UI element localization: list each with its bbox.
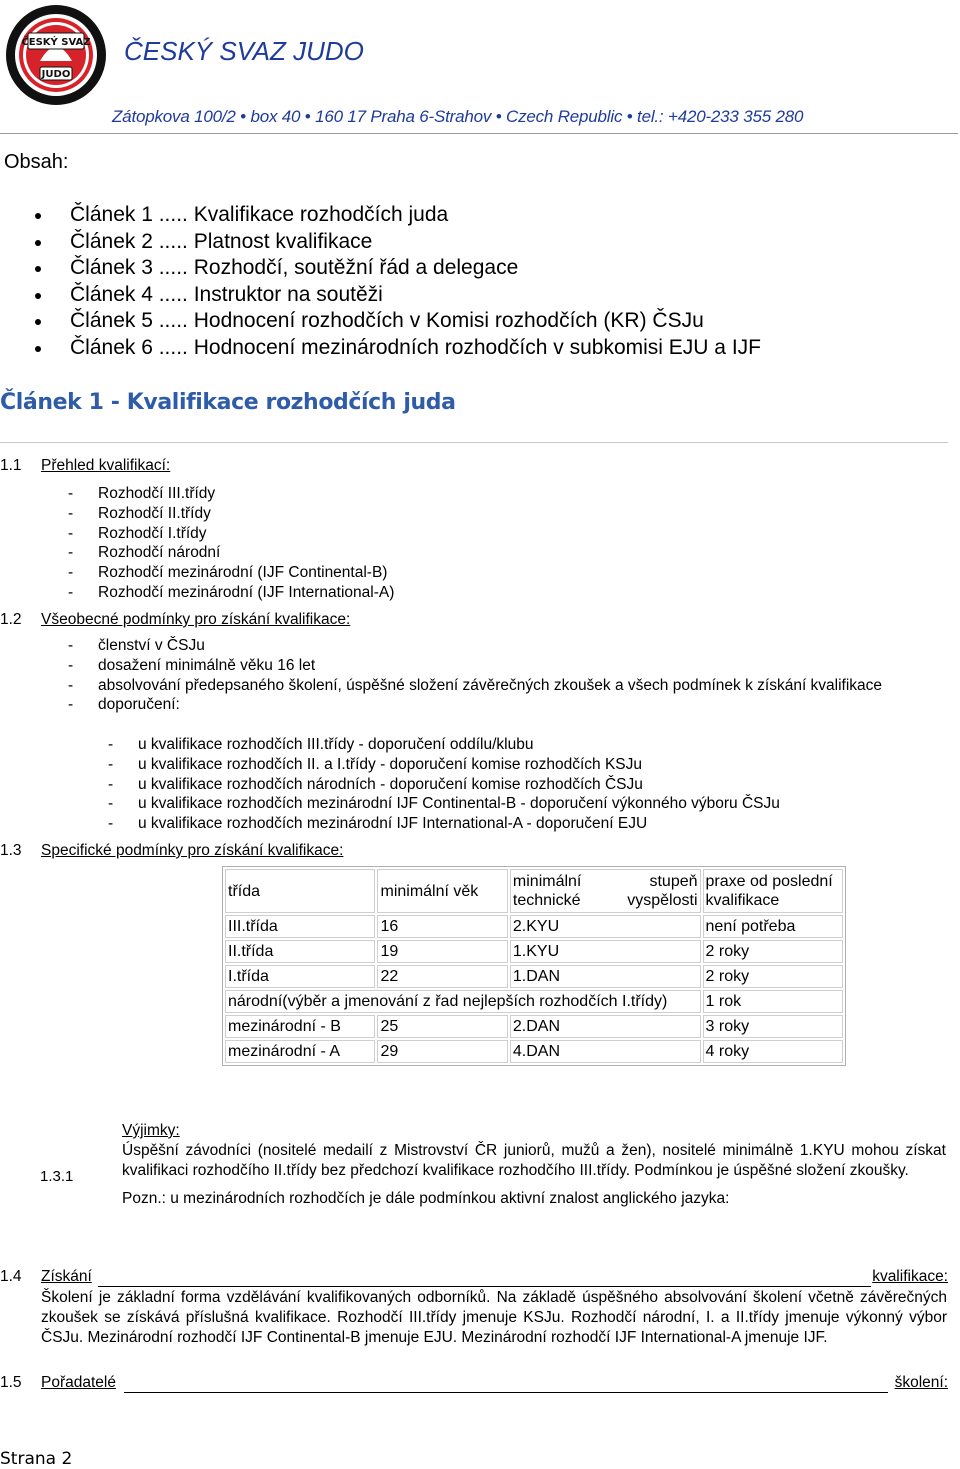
table-cell: 2.KYU — [510, 915, 701, 938]
list-item: - u kvalifikace rozhodčích II. a I.třídy - doporučení komise rozhodčích KSJu — [108, 755, 928, 775]
toc-item-label: Článek 5 ..... Hodnocení rozhodčích v Komisi rozhodčích (KR) ČSJu — [70, 309, 704, 333]
table-cell: 3 roky — [703, 1015, 843, 1038]
table-cell: 19 — [377, 940, 507, 963]
heading-underline — [124, 1374, 888, 1393]
list-item: - u kvalifikace rozhodčích národních - doporučení komise rozhodčích ČSJu — [108, 775, 928, 795]
table-cell: 4 roky — [703, 1040, 843, 1063]
org-address: Zátopkova 100/2 • box 40 • 160 17 Praha 6-Strahov • Czech Republic • tel.: +420-233 355 280 — [112, 107, 804, 126]
toc-item[interactable] — [30, 229, 761, 256]
list-item: - Rozhodčí mezinárodní (IJF International-A) — [68, 583, 668, 603]
table-header-cell: třída — [225, 869, 375, 913]
page-number: Strana 2 — [0, 1449, 73, 1469]
section-title: Přehled kvalifikací: — [41, 457, 171, 474]
table-of-contents — [30, 202, 761, 362]
table-cell: mezinárodní - A — [225, 1040, 375, 1063]
qualification-table — [222, 866, 846, 1066]
org-name: ČESKÝ SVAZ JUDO — [124, 36, 364, 66]
list-item: - Rozhodčí mezinárodní (IJF Continental-B) — [68, 563, 668, 583]
section-title: Pořadatelé — [41, 1374, 116, 1391]
section-number: 1.4 — [0, 1268, 22, 1285]
exceptions-block — [122, 1121, 946, 1209]
list-item: - členství v ČSJu — [68, 636, 946, 656]
list-item: - u kvalifikace rozhodčích mezinárodní IJF Continental-B - doporučení výkonného výboru ČSJu — [108, 794, 928, 814]
table-cell: 1 rok — [703, 990, 843, 1013]
section-number: 1.3 — [0, 842, 22, 859]
toc-item[interactable] — [30, 308, 761, 335]
table-row — [225, 1040, 843, 1063]
list-item: - dosažení minimálně věku 16 let — [68, 656, 946, 676]
section-1-1-heading — [0, 457, 170, 475]
section-title: Specifické podmínky pro získání kvalifikace: — [41, 842, 344, 859]
section-1-4-text: Školení je základní forma vzdělávání kvalifikovaných odborníků. Na základě úspěšného absolvování školení včetně závěrečných zkoušek se získává příslušná kvalifikace. Rozhodčí III.třídy jmenuje KSJu. Rozhodčí národní, I. a II.třídy jmenuje výkonný výbor ČSJu. Mezinárodní rozhodčí IJF Continental-B jmenuje EJU. Mezinárodní rozhodčí IJF International-A jmenuje IJF. — [41, 1289, 947, 1346]
bullet-icon — [35, 266, 41, 272]
list-item: - u kvalifikace rozhodčích III.třídy - doporučení oddílu/klubu — [108, 735, 928, 755]
bullet-icon — [35, 213, 41, 219]
qualifications-list — [68, 484, 668, 603]
table-cell: I.třída — [225, 965, 375, 988]
section-1-5-heading — [0, 1374, 948, 1392]
table-row — [225, 1015, 843, 1038]
list-item: - absolvování předepsaného školení, úspěšné složení závěrečných zkoušek a všech podmínek k získání kvalifikace — [68, 676, 946, 696]
logo-text-top: ČESKÝ SVAZ — [21, 37, 91, 48]
toc-item-label: Článek 4 ..... Instruktor na soutěži — [70, 282, 383, 306]
table-header-cell: minimální věk — [377, 869, 507, 913]
bullet-icon — [35, 319, 41, 325]
contents-label: Obsah: — [4, 151, 69, 173]
toc-item[interactable] — [30, 335, 761, 362]
header-divider — [0, 133, 958, 134]
bullet-icon — [35, 240, 41, 246]
table-cell: 25 — [377, 1015, 507, 1038]
section-1-3-heading — [0, 842, 343, 860]
general-conditions-list — [68, 636, 946, 715]
table-cell: 2 roky — [703, 940, 843, 963]
table-cell: 1.DAN — [510, 965, 701, 988]
section-1-3-1-number: 1.3.1 — [40, 1168, 74, 1185]
toc-item[interactable] — [30, 255, 761, 282]
exceptions-note: Pozn.: u mezinárodních rozhodčích je dále podmínkou aktivní znalost anglického jazyka: — [122, 1190, 730, 1207]
article-1-title: Článek 1 - Kvalifikace rozhodčích juda — [0, 390, 456, 415]
toc-item[interactable] — [30, 202, 761, 229]
section-title: Všeobecné podmínky pro získání kvalifikace: — [41, 611, 351, 628]
exceptions-title: Výjimky: — [122, 1122, 180, 1139]
table-cell: 22 — [377, 965, 507, 988]
table-cell: 16 — [377, 915, 507, 938]
section-number: 1.5 — [0, 1374, 22, 1391]
heading-underline — [98, 1268, 871, 1287]
toc-item[interactable] — [30, 282, 761, 309]
toc-item-label: Článek 3 ..... Rozhodčí, soutěžní řád a delegace — [70, 256, 519, 280]
table-header-text: minimální stupeň technické vyspělosti — [512, 873, 698, 909]
section-1-2-heading — [0, 611, 350, 629]
section-title-end: kvalifikace: — [872, 1268, 948, 1285]
table-header-cell — [510, 869, 701, 913]
exceptions-text: Úspěšní závodníci (nositelé medailí z Mistrovství ČR juniorů, mužů a žen), nositelé minimálně 1.KYU mohou získat kvalifikaci rozhodčího II.třídy bez předchozí kvalifikace rozhodčího III.třídy. Podmínkou je úspěšné složení zkoušky. — [122, 1142, 946, 1179]
list-item: - Rozhodčí II.třídy — [68, 504, 668, 524]
section-title-end: školení: — [894, 1374, 948, 1391]
list-item: - u kvalifikace rozhodčích mezinárodní IJF International-A - doporučení EJU — [108, 814, 928, 834]
csj-logo — [4, 3, 108, 107]
table-cell: mezinárodní - B — [225, 1015, 375, 1038]
table-cell: národní(výběr a jmenování z řad nejlepších rozhodčích I.třídy) — [225, 990, 701, 1013]
table-header-row — [225, 869, 843, 913]
list-item: - Rozhodčí I.třídy — [68, 524, 668, 544]
toc-item-label: Článek 2 ..... Platnost kvalifikace — [70, 229, 373, 253]
table-row — [225, 965, 843, 988]
table-cell: II.třída — [225, 940, 375, 963]
table-cell: III.třída — [225, 915, 375, 938]
list-item: - doporučení: — [68, 695, 946, 715]
table-cell: 2 roky — [703, 965, 843, 988]
table-row — [225, 940, 843, 963]
section-number: 1.1 — [0, 457, 22, 474]
section-1-4-heading — [0, 1268, 948, 1286]
table-cell: není potřeba — [703, 915, 843, 938]
table-cell: 2.DAN — [510, 1015, 701, 1038]
article-1-divider — [0, 442, 948, 443]
table-cell: 4.DAN — [510, 1040, 701, 1063]
list-item: - Rozhodčí národní — [68, 543, 668, 563]
table-row — [225, 990, 843, 1013]
toc-item-label: Článek 1 ..... Kvalifikace rozhodčích juda — [70, 203, 449, 226]
recommendation-list — [108, 735, 928, 834]
toc-item-label: Článek 6 ..... Hodnocení mezinárodních rozhodčích v subkomisi EJU a IJF — [70, 335, 761, 359]
section-number: 1.2 — [0, 611, 22, 628]
bullet-icon — [35, 346, 41, 352]
table-cell: 1.KYU — [510, 940, 701, 963]
logo-text-bottom: JUDO — [41, 69, 71, 80]
table-row — [225, 915, 843, 938]
list-item: - Rozhodčí III.třídy — [68, 484, 668, 504]
bullet-icon — [35, 293, 41, 299]
section-title: Získání — [41, 1268, 92, 1285]
table-cell: 29 — [377, 1040, 507, 1063]
table-header-cell: praxe od poslední kvalifikace — [703, 869, 843, 913]
